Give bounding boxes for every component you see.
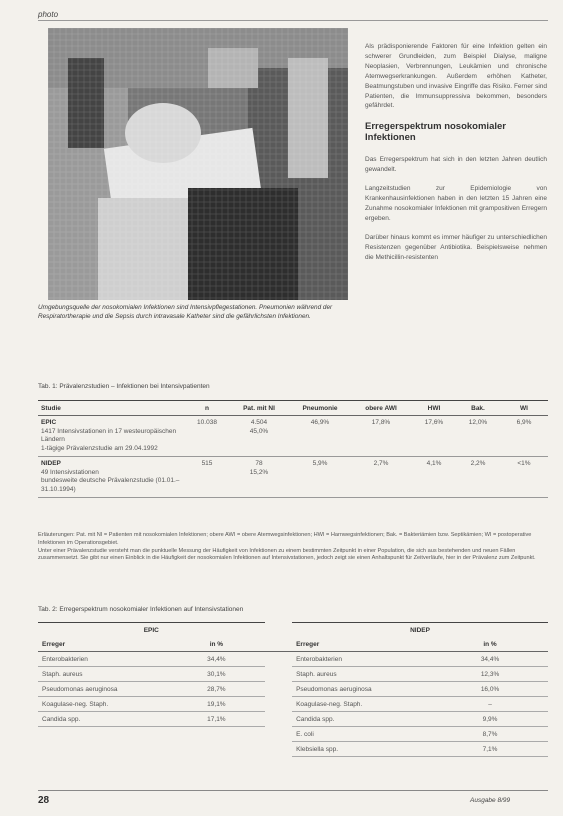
table2-col-erreger: Erreger bbox=[38, 637, 168, 652]
pathogen-name: Klebsiella spp. bbox=[292, 742, 432, 757]
table1-caption: Tab. 1: Prävalenzstudien – Infektionen bei Intensivpatienten bbox=[38, 383, 210, 390]
ni-count: 78 bbox=[255, 460, 263, 467]
pathogen-pct: 34,4% bbox=[432, 652, 548, 667]
pathogen-name bbox=[38, 742, 168, 757]
pathogen-name: Pseudomonas aeruginosa bbox=[292, 682, 432, 697]
pathogen-name: Koagulase-neg. Staph. bbox=[38, 697, 168, 712]
table-pathogen-spectrum bbox=[38, 622, 548, 757]
table1-notes bbox=[38, 532, 548, 563]
study-name: EPIC bbox=[41, 419, 57, 426]
table1-cell-pat-ni bbox=[228, 416, 290, 457]
table-row bbox=[38, 697, 548, 712]
table1-col-pneumonie: Pneumonie bbox=[290, 401, 350, 416]
journal-issue: Ausgabe 8/99 bbox=[470, 797, 511, 804]
pathogen-pct: 17,1% bbox=[168, 712, 264, 727]
table1-col-study: Studie bbox=[38, 401, 186, 416]
table-row bbox=[38, 457, 548, 498]
footer-rule bbox=[38, 790, 548, 791]
body-paragraph: Langzeitstudien zur Epidemiologie von Krankenhausinfektionen haben in den letzten 15 Jahren eine Zunahme nosokomialer Infektionen mit grampositiven Erregern ergeben. bbox=[365, 185, 547, 222]
body-paragraph: Das Erregerspektrum hat sich in den letzten Jahren deutlich gewandelt. bbox=[365, 156, 547, 174]
pathogen-name: Pseudomonas aeruginosa bbox=[38, 682, 168, 697]
photo-icu-patient-image bbox=[48, 28, 348, 300]
table1-cell-obere-awi: 17,8% bbox=[350, 416, 412, 457]
table1-cell-wi: <1% bbox=[500, 457, 548, 498]
table1-cell-n: 515 bbox=[186, 457, 228, 498]
table-row bbox=[38, 652, 548, 667]
study-detail: 1-tägige Prävalenzstudie am 29.04.1992 bbox=[41, 444, 158, 452]
table1-cell-n: 10.038 bbox=[186, 416, 228, 457]
body-text-column bbox=[365, 42, 547, 272]
table1-note: Unter einer Prävalenzstudie versteht man die punktuelle Messung der Häufigkeit von Infektionen zu einem bestimmten Zeitpunkt in einer Population, die sich aus bestehenden und neuen Fällen zusammensetzt. Sie gibt nur einen Einblick in die Häufigkeit der nosokomialen Infektionen auf Intensivstationen, jedoch zeigt sie einen Anhaltspunkt für Zeitverläufe, hier in der Prävalenz zum Zeitpunkt. bbox=[38, 547, 536, 562]
study-detail: 49 Intensivstationen bbox=[41, 468, 99, 476]
table1-cell-pat-ni bbox=[228, 457, 290, 498]
table1-note: Erläuterungen: Pat. mit NI = Patienten mit nosokomialen Infektionen; obere AWI = obere Atemwegsinfektionen; HWI = Harnwegsinfektionen; Bak. = Bakteriämien bzw. Septikämien; WI = postoperative Infektionen im Operationsgebiet. bbox=[38, 532, 532, 546]
pathogen-name: E. coli bbox=[292, 727, 432, 742]
table2-title-nidep: NIDEP bbox=[292, 623, 548, 638]
table-row bbox=[38, 416, 548, 457]
pathogen-pct: 30,1% bbox=[168, 667, 264, 682]
table1-cell-hwi: 4,1% bbox=[412, 457, 456, 498]
table1-col-n: n bbox=[186, 401, 228, 416]
header-section-word: photo bbox=[38, 10, 59, 19]
table-prevalence-studies bbox=[38, 400, 548, 498]
page-number: 28 bbox=[38, 795, 50, 806]
ni-percent: 15,2% bbox=[249, 468, 269, 476]
pathogen-name: Enterobakterien bbox=[292, 652, 432, 667]
table1-col-obere-awi: obere AWI bbox=[350, 401, 412, 416]
table2-col-pct: in % bbox=[432, 637, 548, 652]
pathogen-pct: 28,7% bbox=[168, 682, 264, 697]
table2-title-epic: EPIC bbox=[38, 623, 265, 638]
study-detail: bundesweite deutsche Prävalenzstudie (01.01.–31.10.1994) bbox=[41, 477, 180, 493]
table1-cell-hwi: 17,6% bbox=[412, 416, 456, 457]
pathogen-name: Enterobakterien bbox=[38, 652, 168, 667]
study-name: NIDEP bbox=[41, 460, 61, 467]
table1-cell-obere-awi: 2,7% bbox=[350, 457, 412, 498]
pathogen-name bbox=[38, 727, 168, 742]
table1-col-hwi: HWI bbox=[412, 401, 456, 416]
table-row bbox=[38, 727, 548, 742]
table1-cell-wi: 6,9% bbox=[500, 416, 548, 457]
ni-percent: 45,0% bbox=[249, 427, 269, 435]
table1-cell-study bbox=[38, 416, 186, 457]
study-detail: 1417 Intensivstationen in 17 westeuropäischen Ländern bbox=[41, 427, 177, 443]
pathogen-pct: – bbox=[432, 697, 548, 712]
header-rule bbox=[38, 20, 548, 21]
pathogen-pct: 7,1% bbox=[432, 742, 548, 757]
ni-count: 4.504 bbox=[250, 419, 268, 426]
table2-wrapper bbox=[38, 622, 548, 757]
body-paragraph: Als prädisponierende Faktoren für eine Infektion gelten ein schwerer Grundleiden, zum Beispiel Dialyse, maligne Neoplasien, Verbrennungen, Leukämien und chronische Atemwegserkrankungen. Außerdem erhöhen Katheter, Beatmungstuben und invasive Eingriffe das Risiko. Ferner sind Patienten, die Immunsuppressiva bekommen, besonders gefährdet. bbox=[365, 43, 547, 110]
pathogen-pct: 8,7% bbox=[432, 727, 548, 742]
pathogen-name: Staph. aureus bbox=[38, 667, 168, 682]
table1-header-row bbox=[38, 401, 548, 416]
table1-col-pat-ni: Pat. mit NI bbox=[228, 401, 290, 416]
table2-col-erreger: Erreger bbox=[292, 637, 432, 652]
table1-cell-study bbox=[38, 457, 186, 498]
table1-col-bak: Bak. bbox=[456, 401, 500, 416]
pathogen-name: Staph. aureus bbox=[292, 667, 432, 682]
table-row bbox=[38, 667, 548, 682]
table1-cell-pneumonie: 5,9% bbox=[290, 457, 350, 498]
table2-title-row bbox=[38, 623, 548, 638]
pathogen-pct: 19,1% bbox=[168, 697, 264, 712]
pathogen-name: Candida spp. bbox=[38, 712, 168, 727]
photo-icu-patient bbox=[48, 28, 348, 300]
table-row bbox=[38, 682, 548, 697]
pathogen-pct: 9,9% bbox=[432, 712, 548, 727]
table-row bbox=[38, 712, 548, 727]
table2-caption: Tab. 2: Erregerspektrum nosokomialer Infektionen auf Intensivstationen bbox=[38, 606, 244, 613]
pathogen-name: Candida spp. bbox=[292, 712, 432, 727]
pathogen-name: Koagulase-neg. Staph. bbox=[292, 697, 432, 712]
table-row bbox=[38, 742, 548, 757]
pathogen-pct: 16,0% bbox=[432, 682, 548, 697]
table1-cell-bak: 2,2% bbox=[456, 457, 500, 498]
table1-cell-bak: 12,0% bbox=[456, 416, 500, 457]
body-paragraph: Darüber hinaus kommt es immer häufiger zu unterschiedlichen Resistenzen gegenüber Antibiotika. Beispielsweise nehmen die Methicillin-resistenten bbox=[365, 233, 547, 261]
pathogen-pct: 12,3% bbox=[432, 667, 548, 682]
table1-cell-pneumonie: 46,9% bbox=[290, 416, 350, 457]
pathogen-pct bbox=[168, 742, 264, 757]
table1-col-wi: WI bbox=[500, 401, 548, 416]
section-heading: Erregerspektrum nosokomialer Infektionen bbox=[365, 121, 506, 144]
pathogen-pct bbox=[168, 727, 264, 742]
table2-col-pct: in % bbox=[168, 637, 264, 652]
table2-subheader-row bbox=[38, 637, 548, 652]
photo-caption: Umgebungsquelle der nosokomialen Infektionen sind Intensivpflegestationen. Pneumonien während der Respiratortherapie und die Sepsis durch intravasale Katheter sind die gefährlichsten Infektionen. bbox=[38, 304, 333, 320]
pathogen-pct: 34,4% bbox=[168, 652, 264, 667]
